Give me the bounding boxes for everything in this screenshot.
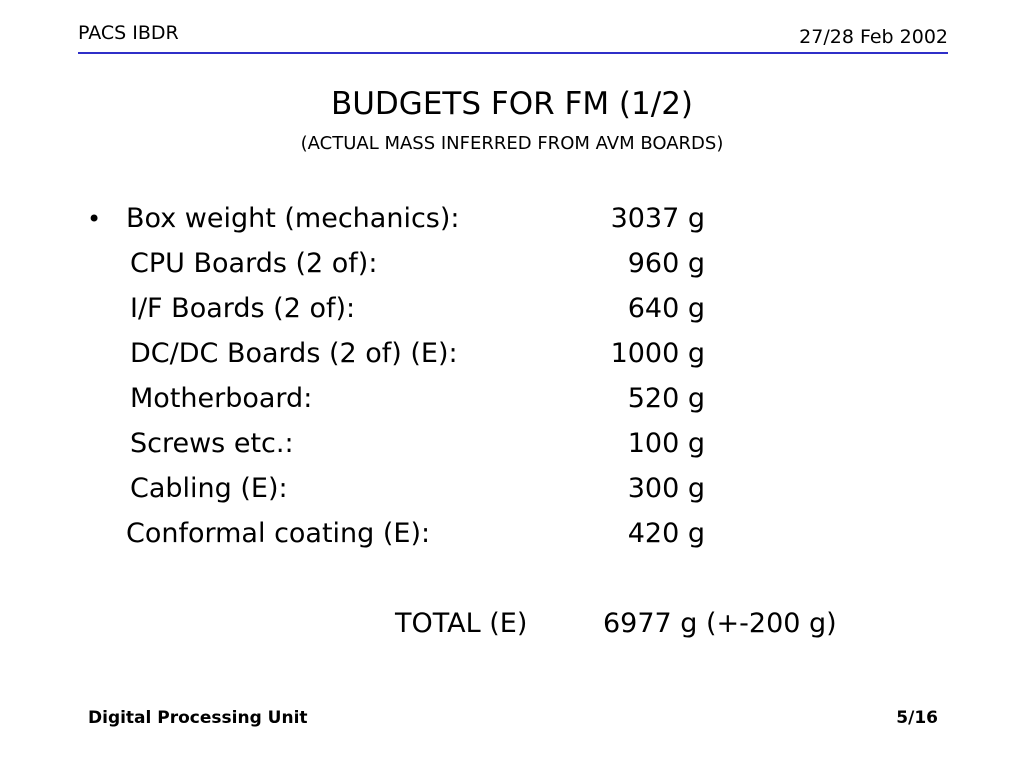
item-value: 960 g bbox=[627, 248, 705, 279]
total-value: 6977 g (+-200 g) bbox=[603, 608, 837, 639]
item-value: 420 g bbox=[627, 518, 705, 549]
item-value: 640 g bbox=[627, 293, 705, 324]
bullet-icon: • bbox=[87, 205, 102, 233]
list-item bbox=[0, 469, 1024, 509]
item-label: Box weight (mechanics): bbox=[126, 203, 460, 234]
list-item bbox=[0, 289, 1024, 329]
list-item bbox=[0, 379, 1024, 419]
item-value: 300 g bbox=[627, 473, 705, 504]
item-label: Cabling (E): bbox=[130, 473, 288, 504]
item-label: Conformal coating (E): bbox=[126, 518, 431, 549]
list-item bbox=[0, 244, 1024, 284]
list-item bbox=[0, 334, 1024, 374]
footer-title: Digital Processing Unit bbox=[88, 708, 308, 728]
item-label: I/F Boards (2 of): bbox=[130, 293, 356, 324]
item-label: CPU Boards (2 of): bbox=[130, 248, 378, 279]
list-item bbox=[0, 199, 1024, 239]
item-value: 100 g bbox=[627, 428, 705, 459]
header-left-text: PACS IBDR bbox=[78, 22, 179, 44]
list-item bbox=[0, 424, 1024, 464]
header-divider bbox=[78, 52, 948, 54]
item-label: Screws etc.: bbox=[130, 428, 294, 459]
total-label: TOTAL (E) bbox=[395, 608, 528, 639]
slide-subtitle: (ACTUAL MASS INFERRED FROM AVM BOARDS) bbox=[300, 133, 724, 154]
item-label: DC/DC Boards (2 of) (E): bbox=[130, 338, 458, 369]
slide-title: BUDGETS FOR FM (1/2) bbox=[330, 86, 694, 122]
item-value: 520 g bbox=[627, 383, 705, 414]
total-row bbox=[0, 604, 1024, 644]
list-item bbox=[0, 514, 1024, 554]
item-value: 3037 g bbox=[610, 203, 705, 234]
header-date: 27/28 Feb 2002 bbox=[799, 26, 948, 48]
item-label: Motherboard: bbox=[130, 383, 313, 414]
item-value: 1000 g bbox=[610, 338, 705, 369]
page-number: 5/16 bbox=[896, 708, 938, 728]
